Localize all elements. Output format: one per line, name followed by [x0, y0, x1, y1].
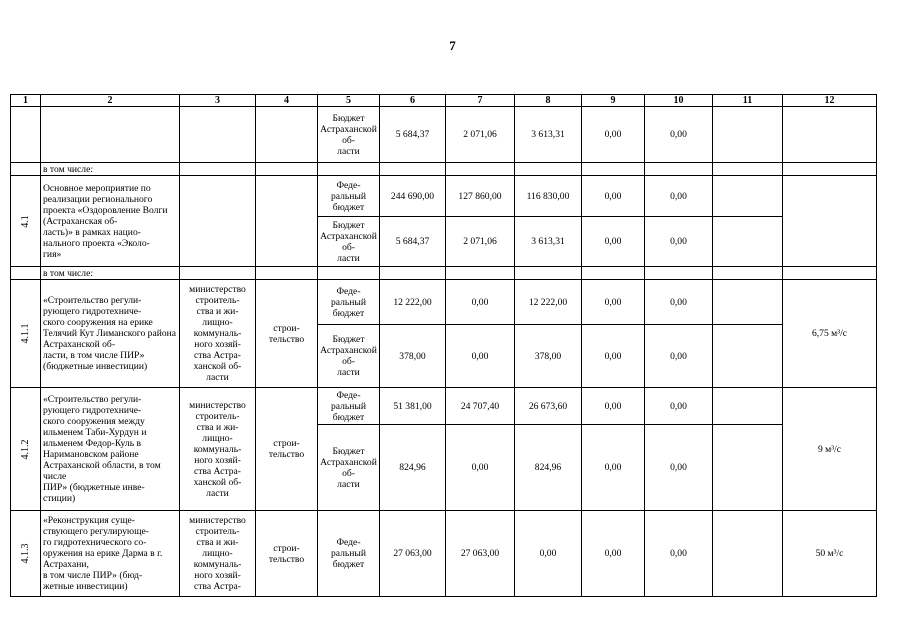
value-cell: 27 063,00	[446, 511, 515, 597]
value-cell: 0,00	[446, 325, 515, 388]
value-cell: 0,00	[582, 176, 645, 217]
value-cell: 26 673,60	[515, 388, 582, 425]
value-cell: 2 071,06	[446, 107, 515, 163]
work-type: строи- тельство	[256, 280, 318, 388]
value-cell: 0,00	[582, 280, 645, 325]
column-number: 8	[515, 95, 582, 107]
value-cell: 12 222,00	[380, 280, 446, 325]
value-cell: 5 684,37	[380, 107, 446, 163]
item-code-cell	[11, 511, 41, 597]
value-cell: 0,00	[446, 280, 515, 325]
value-cell: 0,00	[582, 425, 645, 511]
value-cell: 0,00	[645, 511, 713, 597]
table-row	[11, 176, 877, 217]
subtotal-label: в том числе:	[41, 163, 180, 176]
table-row	[11, 107, 877, 163]
executor: министерство строитель- ства и жи- лищно- коммуналь- ного хозяй- ства Астра-	[180, 511, 256, 597]
value-cell: 824,96	[515, 425, 582, 511]
value-cell: 378,00	[515, 325, 582, 388]
column-number: 2	[41, 95, 180, 107]
value-cell: 0,00	[582, 107, 645, 163]
value-cell: 116 830,00	[515, 176, 582, 217]
funding-source: Бюджет Астраханской об- ласти	[318, 425, 380, 511]
item-description: «Строительство регули- рующего гидротехниче- ского сооружения между ильменем Таби-Хурдун и ильменем Федор-Куль в Наримановском районе Астраханской области, в том числе ПИР» (бюджетные инве- стиции)	[41, 388, 180, 511]
column-number-row	[11, 95, 877, 107]
value-cell: 127 860,00	[446, 176, 515, 217]
executor: министерство строитель- ства и жи- лищно- коммуналь- ного хозяй- ства Астра- ханской об- ласти	[180, 388, 256, 511]
table-row	[11, 267, 877, 280]
value-cell: 0,00	[645, 388, 713, 425]
column-number: 11	[713, 95, 783, 107]
column-number: 3	[180, 95, 256, 107]
item-code: 4.1	[20, 214, 31, 228]
item-code-cell	[11, 388, 41, 511]
result-value: 50 м³/с	[783, 511, 877, 597]
result-value: 6,75 м³/с	[783, 280, 877, 388]
value-cell: 51 381,00	[380, 388, 446, 425]
value-cell: 0,00	[582, 217, 645, 267]
value-cell: 824,96	[380, 425, 446, 511]
column-number: 1	[11, 95, 41, 107]
item-description: «Строительство регули- рующего гидротехниче- ского сооружения на ерике Телячий Кут Лиманского района Астраханской об- ласти, в том числе ПИР» (бюджетные инвестиции)	[41, 280, 180, 388]
funding-source: Бюджет Астраханской об- ласти	[318, 107, 380, 163]
value-cell: 0,00	[645, 107, 713, 163]
value-cell: 12 222,00	[515, 280, 582, 325]
funding-source: Феде- ральный бюджет	[318, 280, 380, 325]
table-row	[11, 511, 877, 597]
funding-source: Феде- ральный бюджет	[318, 511, 380, 597]
value-cell: 2 071,06	[446, 217, 515, 267]
column-number: 7	[446, 95, 515, 107]
value-cell: 0,00	[645, 425, 713, 511]
value-cell: 0,00	[645, 176, 713, 217]
value-cell: 3 613,31	[515, 107, 582, 163]
value-cell: 27 063,00	[380, 511, 446, 597]
subtotal-label: в том числе:	[41, 267, 180, 280]
result-value: 9 м³/с	[783, 388, 877, 511]
item-code: 4.1.2	[20, 439, 31, 459]
value-cell: 0,00	[582, 388, 645, 425]
work-type: строи- тельство	[256, 511, 318, 597]
value-cell: 0,00	[582, 325, 645, 388]
value-cell: 378,00	[380, 325, 446, 388]
column-number: 5	[318, 95, 380, 107]
value-cell: 0,00	[446, 425, 515, 511]
funding-source: Феде- ральный бюджет	[318, 388, 380, 425]
column-number: 4	[256, 95, 318, 107]
value-cell: 3 613,31	[515, 217, 582, 267]
funding-source: Бюджет Астраханской об- ласти	[318, 325, 380, 388]
value-cell: 24 707,40	[446, 388, 515, 425]
value-cell: 0,00	[515, 511, 582, 597]
item-description: Основное мероприятие по реализации регионального проекта «Оздоровление Волги (Астраханская об- ласть)» в рамках нацио- нального проекта «Эколо- гия»	[41, 176, 180, 267]
work-type: строи- тельство	[256, 388, 318, 511]
item-code-cell	[11, 280, 41, 388]
table-row	[11, 280, 877, 325]
column-number: 12	[783, 95, 877, 107]
funding-source: Бюджет Астраханской об- ласти	[318, 217, 380, 267]
column-number: 10	[645, 95, 713, 107]
item-code-cell	[11, 176, 41, 267]
value-cell: 0,00	[645, 325, 713, 388]
value-cell: 0,00	[645, 217, 713, 267]
program-table	[10, 94, 877, 597]
funding-source: Феде- ральный бюджет	[318, 176, 380, 217]
table-row	[11, 163, 877, 176]
value-cell: 244 690,00	[380, 176, 446, 217]
column-number: 9	[582, 95, 645, 107]
item-code: 4.1.1	[20, 323, 31, 344]
value-cell: 0,00	[645, 280, 713, 325]
executor: министерство строитель- ства и жи- лищно- коммуналь- ного хозяй- ства Астра- ханской об- ласти	[180, 280, 256, 388]
page-number: 7	[449, 38, 456, 53]
table-row	[11, 388, 877, 425]
item-code: 4.1.3	[20, 543, 31, 564]
column-number: 6	[380, 95, 446, 107]
value-cell: 5 684,37	[380, 217, 446, 267]
item-description: «Реконструкция суще- ствующего регулирующе- го гидротехнического со- оружения на ерике Дарма в г. Астрахани, в том числе ПИР» (бюд- жетные инвестиции)	[41, 511, 180, 597]
value-cell: 0,00	[582, 511, 645, 597]
